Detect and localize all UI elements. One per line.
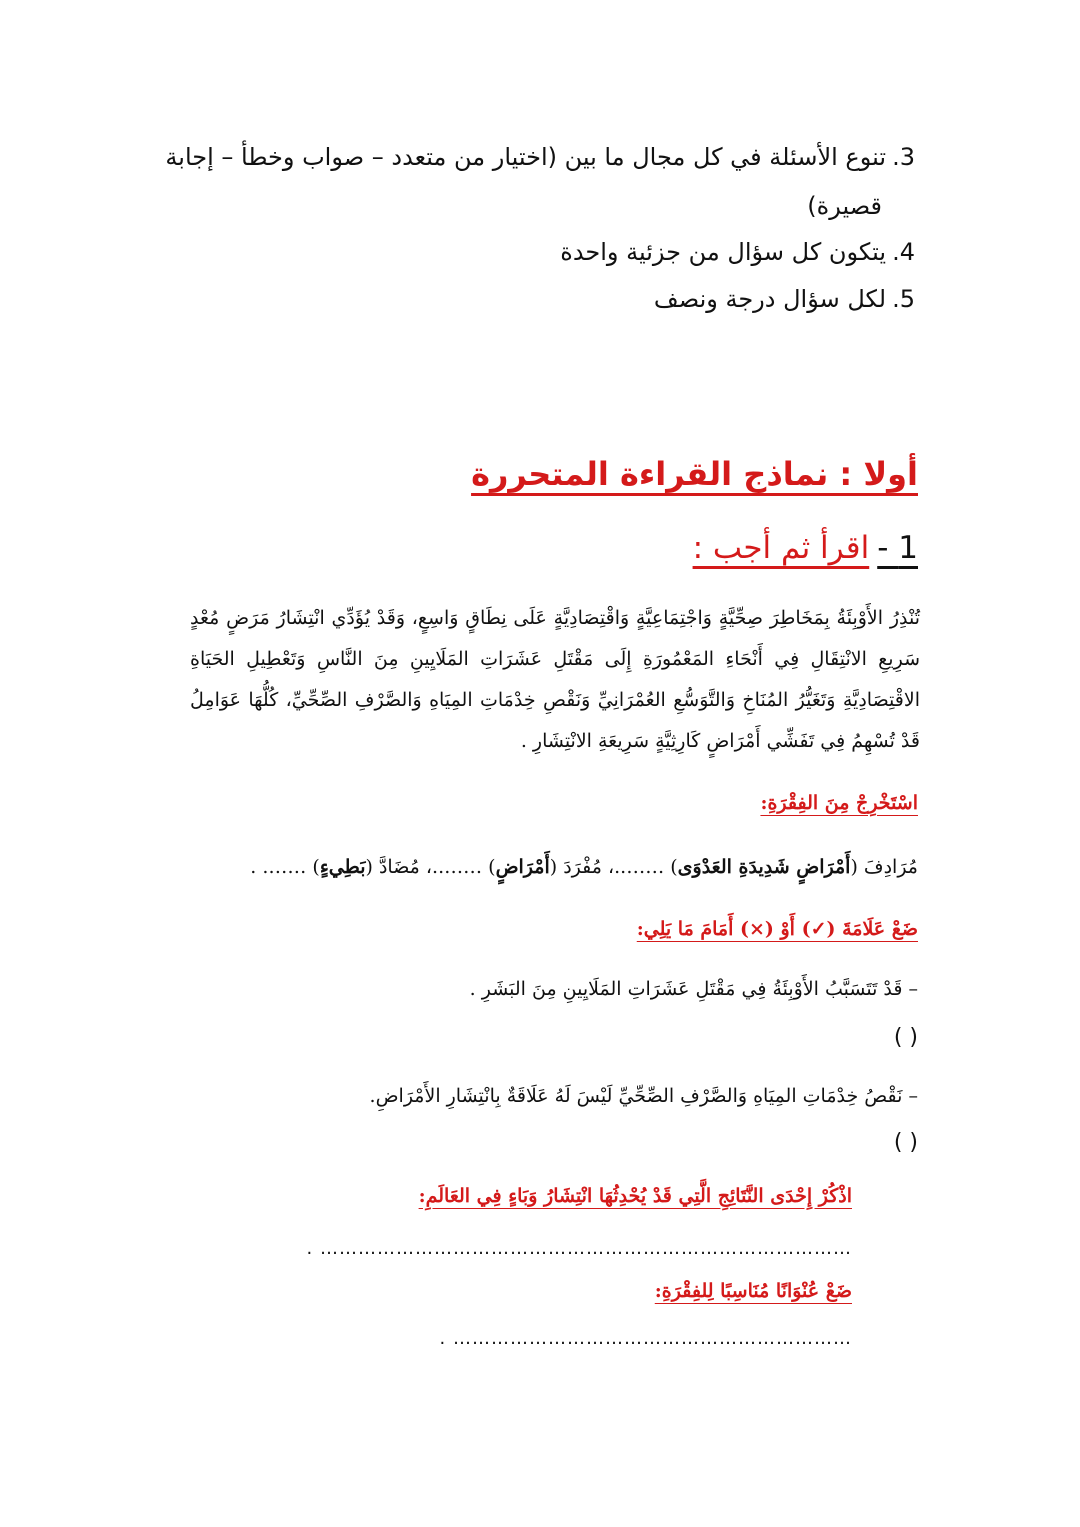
- list-text-continued: قصيرة): [807, 192, 882, 220]
- answer-box-1[interactable]: ( ): [893, 1025, 918, 1050]
- exercise-heading: [693, 530, 918, 566]
- mention-result-heading: اذْكُرْ إِحْدَى النَّتَائِجِ الَّتِي قَدْ يُحْدِثُهَا انْتِشَارُ وَبَاءٍ فِي العَالَمِ:: [418, 1185, 852, 1207]
- answer-blank: ) ……. .: [250, 856, 320, 878]
- exercise-number: 1 -: [877, 530, 918, 566]
- list-item-5: [654, 285, 915, 313]
- reading-passage: تُنْذِرُ الأَوْبِئَةُ بِمَخَاطِرَ صِحِّيَّةٍ وَاجْتِمَاعِيَّةٍ وَاقْتِصَادِيَّةٍ عَلَى نِطَاقٍ وَاسِعٍ، وَقَدْ يُؤَدِّي انْتِشَارُ مَرَضٍ مُعْدٍ سَرِيعِ الانْتِقَالِ فِي أَنْحَاءِ المَعْمُورَةِ إِلَى مَقْتَلِ عَشَرَاتِ المَلَايِينِ مِنَ النَّاسِ وَتَعْطِيلِ الحَيَاةِ الاقْتِصَادِيَّةِ وَتَغَيُّرُ المُنَاخِ وَالتَّوَسُّعِ العُمْرَانِيِّ وَنَقْصِ خِدْمَاتِ المِيَاهِ وَالصَّرْفِ الصِّحِّيِّ، كُلُّهَا عَوَامِلُ قَدْ تُسْهِمُ فِي تَفَشِّي أَمْرَاضٍ كَارِثِيَّةٍ سَرِيعَةِ الانْتِشَارِ .: [190, 607, 920, 752]
- antonym-label: ) ……..، مُضَادَّ (: [365, 856, 496, 878]
- list-text: يتكون كل سؤال من جزئية واحدة: [560, 238, 887, 266]
- list-text: تنوع الأسئلة في كل مجال ما بين (اختيار من متعدد – صواب وخطأ – إجابة: [165, 143, 887, 171]
- answer-line-2[interactable]: ……………………………………………………… .: [439, 1328, 852, 1349]
- exercise-instruction: اقرأ ثم أجب :: [692, 530, 870, 566]
- answer-box-2[interactable]: ( ): [893, 1130, 918, 1155]
- singular-word: أَمْرَاضٍ: [495, 856, 550, 878]
- list-text: لكل سؤال درجة ونصف: [653, 285, 887, 313]
- singular-label: ) ……..، مُفْرَدَ (: [549, 856, 678, 878]
- list-item-3-continued: [807, 192, 882, 220]
- section-title: أولا : نماذج القراءة المتحررة: [471, 455, 918, 493]
- list-number: 3.: [892, 143, 915, 171]
- title-heading: ضَعْ عُنْوَانًا مُنَاسِبًا لِلفِقْرَةِ:: [654, 1280, 852, 1302]
- extract-question: [250, 856, 918, 878]
- statement-1: – قَدْ تَتَسَبَّبُ الأَوْبِئَةُ فِي مَقْتَلِ عَشَرَاتِ المَلَايِينِ مِنَ البَشَرِ .: [469, 978, 918, 1000]
- synonym-label: مُرَادِفَ (: [850, 856, 918, 878]
- synonym-word: أَمْرَاضٍ شَدِيدَةِ العَدْوَى: [677, 856, 851, 878]
- statement-2: – نَقْصُ خِدْمَاتِ المِيَاهِ وَالصَّرْفِ الصِّحِّيِّ لَيْسَ لَهُ عَلَاقَةٌ بِانْتِشَارِ الأَمْرَاضِ.: [369, 1085, 918, 1107]
- list-number: 4.: [892, 238, 915, 266]
- antonym-word: بَطِيءٍ: [319, 856, 366, 878]
- answer-line-1[interactable]: ………………………………………………………………………… .: [306, 1238, 852, 1259]
- true-false-heading: ضَعْ عَلَامَةَ (✓) أَوْ (×) أَمَامَ مَا يَلِي:: [636, 918, 918, 940]
- extract-heading: اسْتَخْرِجْ مِنَ الفِقْرَةِ:: [760, 792, 918, 814]
- list-number: 5.: [892, 285, 915, 313]
- list-item-4: [560, 238, 915, 266]
- list-item-3: [165, 143, 915, 171]
